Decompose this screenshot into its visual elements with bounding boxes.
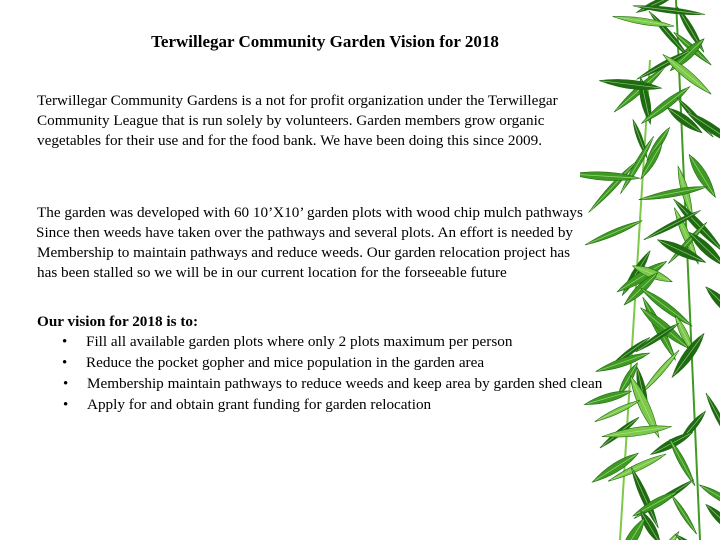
vision-item-text: Apply for and obtain grant funding for garden relocation [87, 396, 432, 413]
bamboo-leaf [703, 501, 720, 539]
bamboo-leaves-icon [580, 0, 720, 540]
bamboo-leaf [702, 283, 720, 326]
bamboo-leaf [684, 108, 720, 150]
bullet-icon: • [63, 376, 69, 392]
bamboo-leaf [584, 218, 644, 248]
bamboo-leaf [594, 349, 650, 375]
bamboo-leaf [669, 494, 698, 536]
development-line: has been stalled so we will be in our current location for the forseeable future [37, 264, 507, 281]
vision-heading: Our vision for 2018 is to: [37, 313, 199, 330]
intro-line: Community League that is run solely by volunteers. Garden members grow organic [37, 112, 545, 129]
bamboo-leaf [703, 392, 720, 447]
bullet-icon: • [63, 397, 69, 413]
bullet-icon: • [62, 334, 68, 350]
bamboo-leaf [587, 160, 639, 215]
intro-line: Terwillegar Community Gardens is a not for profit organization under the Terwillegar [37, 92, 558, 109]
development-line: Membership to maintain pathways and reduce weeds. Our garden relocation project has [37, 244, 571, 261]
intro-line: vegetables for their use and for the food bank. We have been doing this since 2009. [37, 132, 543, 149]
vision-item-text: Reduce the pocket gopher and mice population in the garden area [86, 354, 485, 371]
vision-item-text: Membership maintain pathways to reduce weeds and keep area by garden shed clean [87, 375, 603, 392]
vision-item-text: Fill all available garden plots where only 2 plots maximum per person [86, 333, 513, 350]
development-line: The garden was developed with 60 10’X10’ garden plots with wood chip mulch pathways [37, 204, 583, 221]
development-paragraph [37, 203, 627, 283]
slide-title: Terwillegar Community Garden Vision for 2018 [151, 32, 499, 51]
bullet-icon: • [62, 355, 68, 371]
bamboo-leaf [638, 183, 708, 203]
intro-paragraph [37, 91, 627, 151]
development-line: Since then weeds have taken over the pathways and several plots. An effort is needed by [36, 224, 574, 241]
